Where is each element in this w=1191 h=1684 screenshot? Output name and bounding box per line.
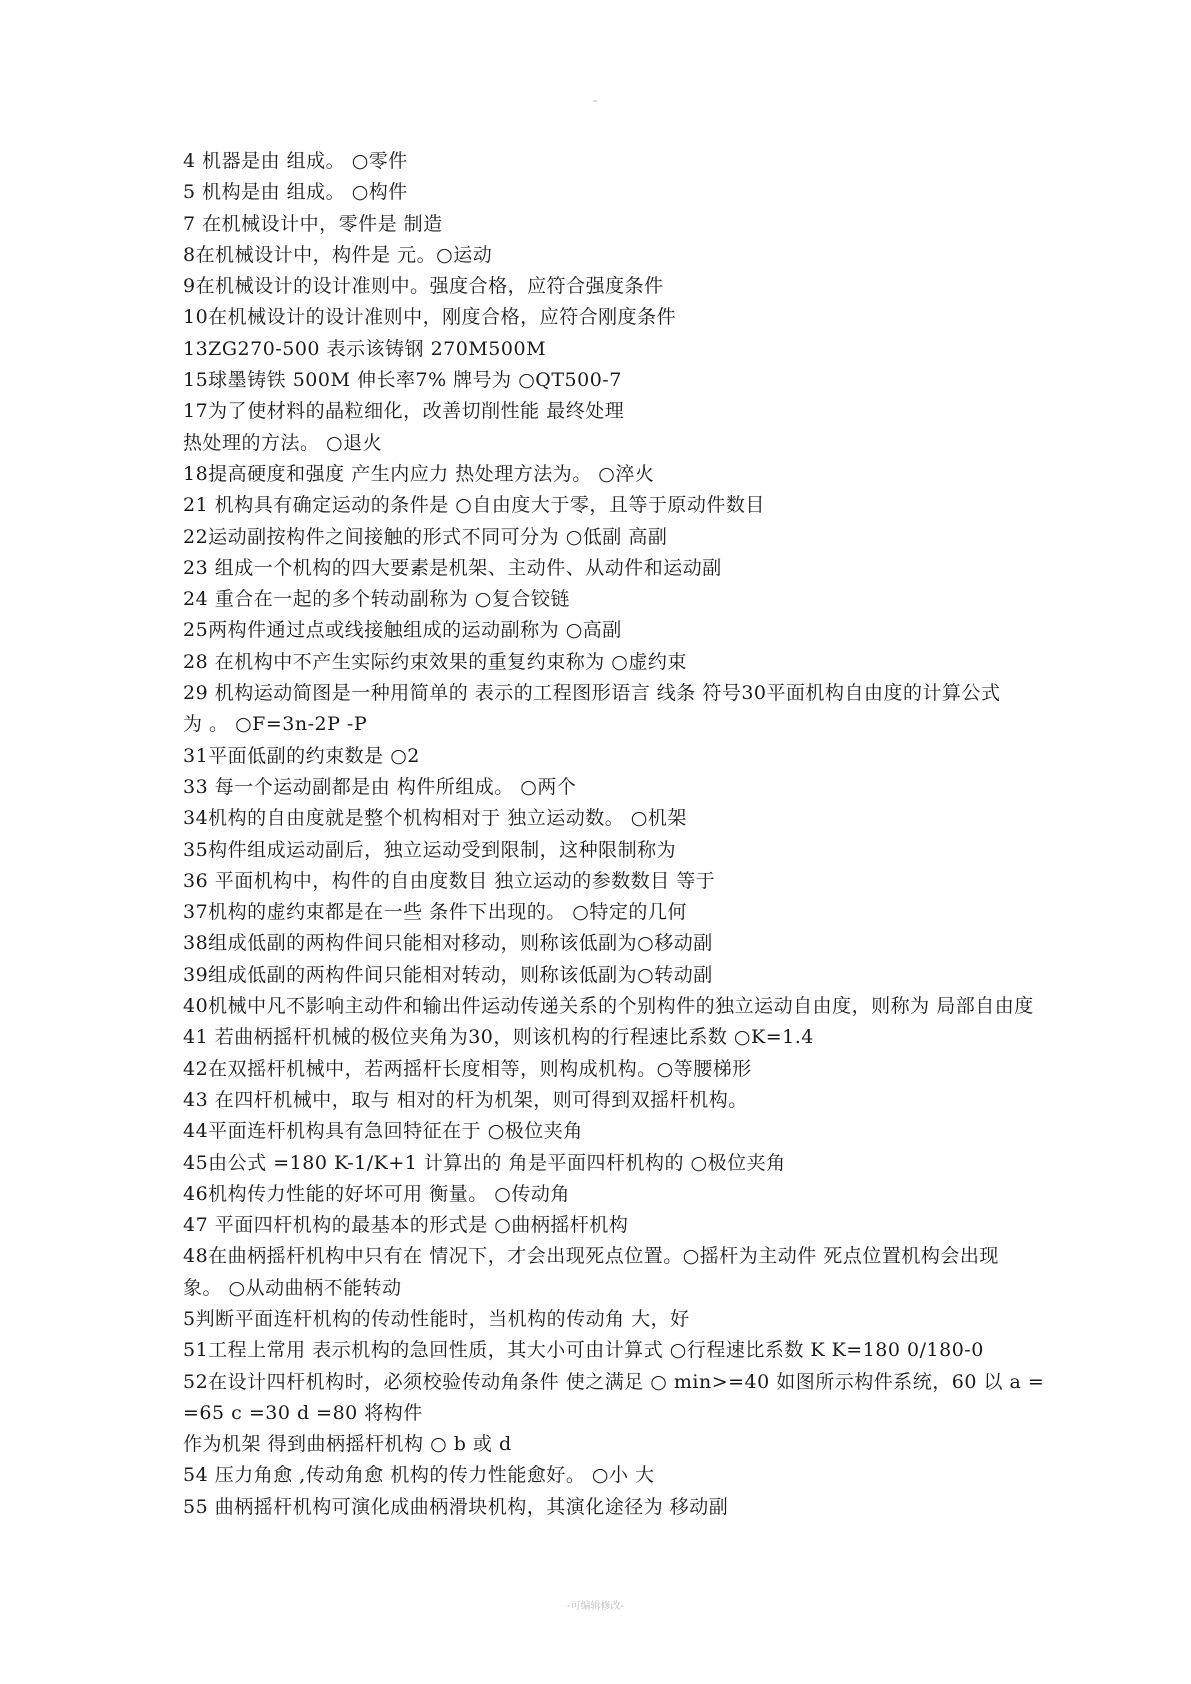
question-line: 37机构的虚约束都是在一些 条件下出现的。 ○特定的几何 (183, 901, 687, 924)
question-line: 33 每一个运动副都是由 构件所组成。 ○两个 (183, 775, 577, 798)
question-line: 5 机构是由 组成。 ○构件 (183, 181, 408, 204)
question-line: 35构件组成运动副后，独立运动受到限制，这种限制称为 (183, 838, 677, 861)
question-line: 40机械中凡不影响主动件和输出件运动传递关系的个别构件的独立运动自由度，则称为 局部自由度 (183, 995, 1034, 1018)
question-line: 42在双摇杆机械中，若两摇杆长度相等，则构成机构。○等腰梯形 (183, 1057, 752, 1080)
question-line: 43 在四杆机械中，取与 相对的杆为机架，则可得到双摇杆机构。 (183, 1088, 748, 1111)
question-line: 22运动副按构件之间接触的形式不同可分为 ○低副 高副 (183, 525, 668, 548)
question-line: 41 若曲柄摇杆机械的极位夹角为30，则该机构的行程速比系数 ○K=1.4 (183, 1026, 814, 1049)
question-line: 热处理的方法。 ○退火 (183, 431, 383, 454)
question-line: 45由公式 =180 K-1/K+1 计算出的 角是平面四杆机构的 ○极位夹角 (183, 1151, 786, 1174)
question-line: 23 组成一个机构的四大要素是机架、主动件、从动件和运动副 (183, 556, 722, 579)
page-footer: -可编辑修改- (566, 1601, 625, 1612)
question-line: 52在设计四杆机构时，必须校验传动角条件 使之满足 ○ min>=40 如图所示构件系统，60 以 a = (183, 1370, 1045, 1393)
question-line: 55 曲柄摇杆机构可演化成曲柄滑块机构，其演化途径为 移动副 (183, 1495, 729, 1518)
question-line: 47 平面四杆机构的最基本的形式是 ○曲柄摇杆机构 (183, 1214, 629, 1237)
question-line: 31平面低副的约束数是 ○2 (183, 744, 420, 767)
question-line: 36 平面机构中，构件的自由度数目 独立运动的参数数目 等于 (183, 869, 716, 892)
question-line: 46机构传力性能的好坏可用 衡量。 ○传动角 (183, 1182, 570, 1205)
question-line: 28 在机构中不产生实际约束效果的重复约束称为 ○虚约束 (183, 650, 687, 673)
question-line: 5判断平面连杆机构的传动性能时，当机构的传动角 大，好 (183, 1307, 690, 1330)
question-line: 18提高硬度和强度 产生内应力 热处理方法为。 ○淬火 (183, 462, 655, 485)
question-line: 7 在机械设计中，零件是 制造 (183, 212, 443, 235)
header-mark (593, 100, 597, 102)
question-line: 17为了使材料的晶粒细化，改善切削性能 最终处理 (183, 400, 625, 423)
question-line: 24 重合在一起的多个转动副称为 ○复合铰链 (183, 588, 570, 611)
question-line: 21 机构具有确定运动的条件是 ○自由度大于零，且等于原动件数目 (183, 494, 765, 517)
question-line: 44平面连杆机构具有急回特征在于 ○极位夹角 (183, 1120, 583, 1143)
question-line: 15球墨铸铁 500M 伸长率7% 牌号为 ○QT500-7 (183, 369, 622, 392)
question-line: 34机构的自由度就是整个机构相对于 独立运动数。 ○机架 (183, 807, 687, 830)
question-line: =65 c =30 d =80 将构件 (183, 1401, 423, 1424)
question-line: 54 压力角愈 ,传动角愈 机构的传力性能愈好。 ○小 大 (183, 1464, 655, 1487)
question-line: 51工程上常用 表示机构的急回性质，其大小可由计算式 ○行程速比系数 K K=180 0/180-0 (183, 1339, 984, 1362)
question-line: 29 机构运动简图是一种用简单的 表示的工程图形语言 线条 符号30平面机构自由度的计算公式 (183, 682, 1001, 705)
document-body (183, 146, 1113, 1523)
question-line: 48在曲柄摇杆机构中只有在 情况下，才会出现死点位置。○摇杆为主动件 死点位置机构会出现 (183, 1245, 999, 1268)
question-line: 8在机械设计中，构件是 元。○运动 (183, 243, 493, 266)
question-line: 39组成低副的两构件间只能相对转动，则称该低副为○转动副 (183, 963, 713, 986)
question-line: 10在机械设计的设计准则中，刚度合格，应符合刚度条件 (183, 306, 677, 329)
question-line: 4 机器是由 组成。 ○零件 (183, 150, 408, 172)
question-line: 25两构件通过点或线接触组成的运动副称为 ○高副 (183, 619, 622, 642)
question-line: 象。 ○从动曲柄不能转动 (183, 1276, 402, 1299)
question-line: 9在机械设计的设计准则中。强度合格，应符合强度条件 (183, 275, 664, 298)
question-line: 38组成低副的两构件间只能相对移动，则称该低副为○移动副 (183, 932, 713, 955)
question-line: 为 。 ○F=3n-2P -P (183, 713, 368, 736)
question-line: 作为机架 得到曲柄摇杆机构 ○ b 或 d (183, 1433, 512, 1456)
question-line: 13ZG270-500 表示该铸钢 270M500M (183, 337, 547, 360)
